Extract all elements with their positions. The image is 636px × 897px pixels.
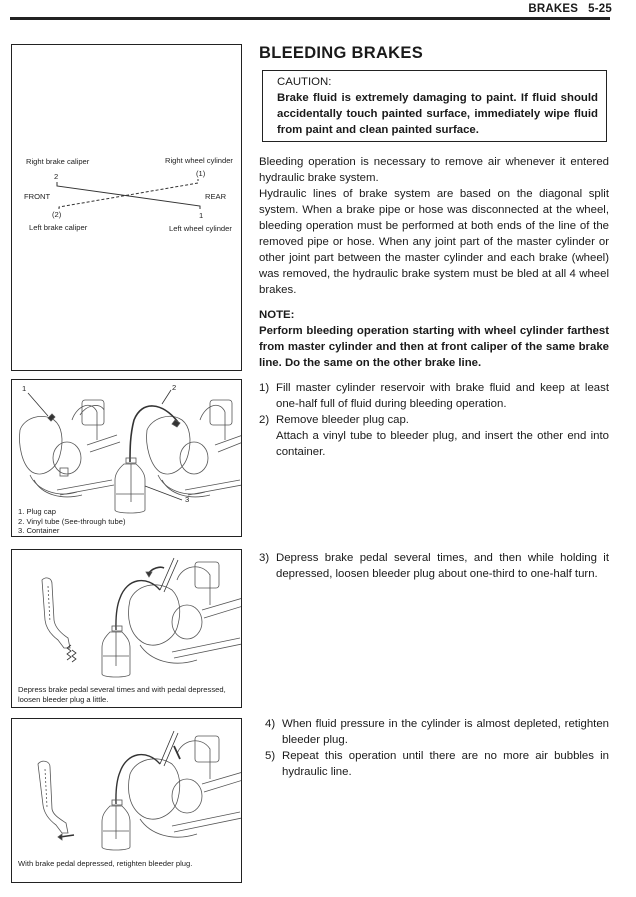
figure-bleeder-setup — [11, 379, 242, 537]
step-number: 5) — [265, 750, 276, 762]
label-right-wheel-cylinder: Right wheel cylinder — [165, 156, 233, 165]
step-text: Repeat this operation until there are no more air bubbles in hydraulic line. — [282, 750, 609, 778]
figure-caption-depress: Depress brake pedal several times and with pedal depressed, loosen bleeder plug a little. — [18, 685, 226, 704]
step-3-section — [259, 550, 609, 582]
step-text: Fill master cylinder reservoir with brake fluid and keep at least one-half full of fluid during bleeding operation. — [276, 382, 609, 410]
label-num-1: 1 — [199, 211, 204, 220]
brake-lines-svg — [12, 45, 242, 371]
page-title: BLEEDING BRAKES — [259, 44, 424, 62]
note-heading: NOTE: — [259, 309, 295, 321]
step-text: When fluid pressure in the cylinder is almost depleted, retighten bleeder plug. — [282, 718, 609, 746]
step-number: 2) — [259, 414, 270, 426]
label-num-2: 2 — [54, 172, 59, 181]
step-text: Attach a vinyl tube to bleeder plug, and insert the other end into container. — [276, 430, 609, 458]
step-text: Remove bleeder plug cap. — [276, 414, 409, 426]
steps-1-2 — [259, 380, 609, 460]
step-4 — [265, 716, 609, 748]
caution-box — [262, 70, 607, 142]
label-num-1-paren: (1) — [196, 169, 206, 178]
section-name: BRAKES — [528, 3, 579, 15]
step-text: Depress brake pedal several times, and then while holding it depressed, loosen bleeder plug about one-third to one-half turn. — [276, 552, 609, 580]
step-number: 4) — [265, 718, 276, 730]
label-num-2-paren: (2) — [52, 210, 62, 219]
callout-2: 2 — [172, 383, 177, 392]
step-3 — [259, 550, 609, 582]
caution-heading: CAUTION: — [277, 76, 332, 88]
step-number: 3) — [259, 552, 270, 564]
figure-depress-pedal — [11, 549, 242, 708]
step-1 — [259, 380, 609, 412]
intro-paragraph-1: Bleeding operation is necessary to remove air whenever it entered hydraulic brake system. — [259, 156, 609, 184]
figure-brake-line-diagram — [11, 44, 242, 371]
intro-section — [259, 154, 609, 298]
label-left-brake-caliper: Left brake caliper — [29, 223, 88, 232]
label-front: FRONT — [24, 192, 51, 201]
steps-4-5 — [265, 716, 609, 780]
step-2-detail — [259, 428, 609, 460]
step-number: 1) — [259, 382, 270, 394]
page-number: 5-25 — [588, 3, 612, 15]
legend-item-vinyl-tube: 2. Vinyl tube (See-through tube) — [18, 516, 126, 526]
label-rear: REAR — [205, 192, 227, 201]
figure-legend — [18, 507, 126, 536]
header-rule — [10, 17, 610, 20]
legend-item-container: 3. Container — [18, 526, 60, 535]
figure-caption-retighten: With brake pedal depressed, retighten bleeder plug. — [18, 859, 193, 868]
step-2 — [259, 412, 609, 428]
callout-3: 3 — [185, 495, 190, 504]
step-number — [259, 428, 276, 460]
note-body: Perform bleeding operation starting with wheel cylinder farthest from master cylinder and then at front caliper of the same brake line. Do the same on the other brake line. — [259, 325, 609, 369]
legend-item-plug-cap: 1. Plug cap — [18, 507, 56, 516]
label-left-wheel-cylinder: Left wheel cylinder — [169, 224, 232, 233]
step-5 — [265, 748, 609, 780]
callout-1: 1 — [22, 384, 27, 393]
intro-paragraph-2: Hydraulic lines of brake system are based on the diagonal split system. When a brake pipe or hose was disconnected at the wheel, bleeding operation must be performed at both ends of the line of the removed pipe or hose. When any joint part of the master cylinder or other joint part between the master cylinder and each brake (wheel) was removed, the hydraulic brake system must be bled at all 4 wheel brakes. — [259, 188, 609, 296]
caution-body: Brake fluid is extremely damaging to paint. If fluid should accidentally touch painted surface, immediately wipe fluid from paint and clean painted surface. — [277, 92, 598, 136]
figure-retighten — [11, 718, 242, 883]
label-right-brake-caliper: Right brake caliper — [26, 157, 90, 166]
page-header — [528, 3, 612, 15]
note-section — [259, 307, 609, 371]
